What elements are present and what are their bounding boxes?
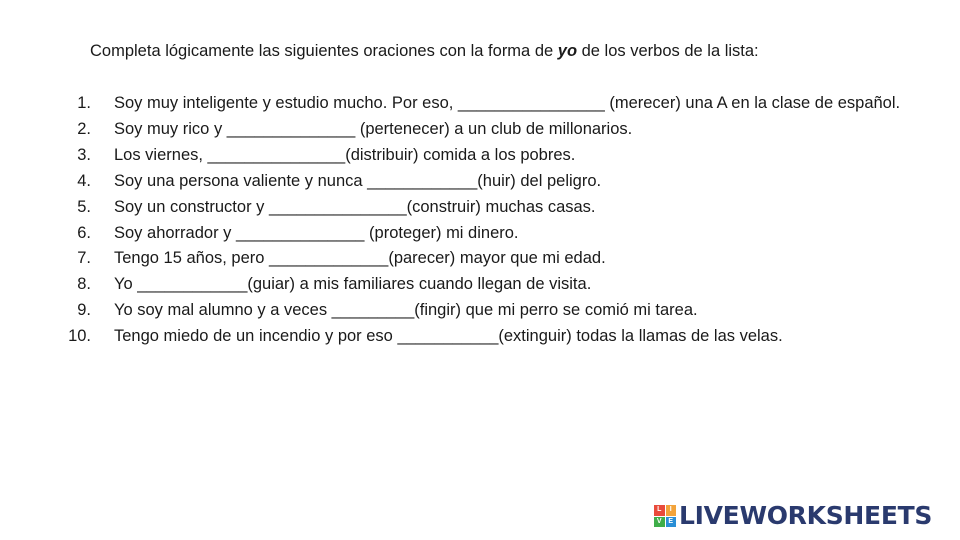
item-sentence: Soy muy rico y ______________ (pertenecer) a un club de millonarios.: [114, 119, 633, 138]
item-number: 10.: [68, 327, 91, 346]
item-sentence: Soy una persona valiente y nunca ____________(huir) del peligro.: [114, 171, 602, 190]
instruction-before: Completa lógicamente las siguientes oraciones con la forma de: [90, 42, 558, 60]
logo-mark-letter: V: [654, 517, 665, 528]
item-number: 8.: [77, 275, 91, 294]
instruction-emphasis: yo: [557, 42, 578, 60]
item-number: 9.: [77, 301, 91, 320]
logo-mark-letter: I: [666, 505, 677, 516]
list-item: [0, 117, 960, 143]
logo-mark-letter: L: [654, 505, 665, 516]
list-item: [0, 272, 960, 298]
item-sentence: Soy ahorrador y ______________ (proteger) mi dinero.: [114, 223, 519, 242]
instruction-after: de los verbos de la lista:: [577, 42, 759, 60]
list-item: [0, 169, 960, 195]
item-number: 5.: [77, 197, 91, 216]
list-item: [0, 221, 960, 247]
item-number: 7.: [77, 249, 91, 268]
item-sentence: Tengo 15 años, pero _____________(parecer) mayor que mi edad.: [114, 249, 606, 268]
list-item: [0, 298, 960, 324]
logo-wordmark: LIVEWORKSHEETS: [679, 501, 933, 530]
item-number: 6.: [77, 223, 91, 242]
logo-mark-icon: [654, 505, 676, 527]
list-item: [0, 324, 960, 350]
list-item: [0, 246, 960, 272]
item-sentence: Los viernes, _______________(distribuir) comida a los pobres.: [114, 145, 576, 164]
item-number: 4.: [77, 171, 91, 190]
item-sentence: Yo ____________(guiar) a mis familiares cuando llegan de visita.: [114, 275, 592, 294]
item-sentence: Soy un constructor y _______________(construir) muchas casas.: [114, 197, 596, 216]
item-number: 1.: [77, 94, 91, 112]
item-sentence: Soy muy inteligente y estudio mucho. Por eso, ________________ (merecer) una A en la clase de español.: [114, 94, 901, 112]
item-sentence: Yo soy mal alumno y a veces _________(fingir) que mi perro se comió mi tarea.: [114, 301, 698, 320]
logo-mark-letter: E: [666, 517, 677, 528]
list-item: [0, 91, 960, 117]
list-item: [0, 195, 960, 221]
list-item: [0, 143, 960, 169]
item-sentence: Tengo miedo de un incendio y por eso ___________(extinguir) todas la llamas de las velas.: [114, 327, 783, 346]
item-number: 3.: [77, 145, 91, 164]
liveworksheets-logo[interactable]: [654, 503, 932, 529]
exercise-list: [0, 91, 960, 350]
item-number: 2.: [77, 119, 91, 138]
instruction-text: [90, 40, 759, 62]
